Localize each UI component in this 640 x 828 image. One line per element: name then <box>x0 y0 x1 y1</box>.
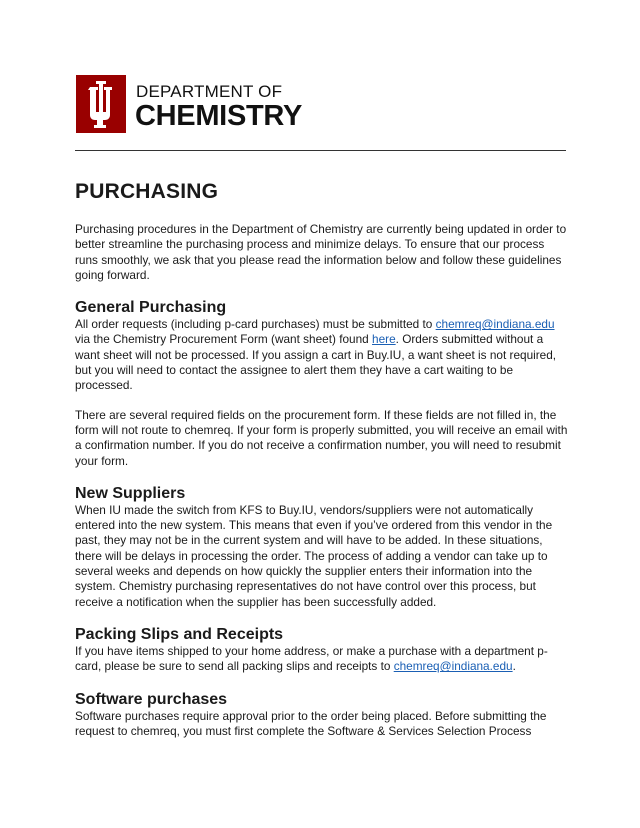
general-purchasing-heading: General Purchasing <box>75 299 227 317</box>
text-span: . Orders submitted without a want sheet will not be processed. If you assign a cart in Buy.IU, a want sheet is not required, but you will need to contact the assignee to alert them they have a cart waiting to be processed. <box>75 332 557 393</box>
new-suppliers-paragraph: When IU made the switch from KFS to Buy.IU, vendors/suppliers were not automatically entered into the new system. This means that even if you’ve ordered from this vendor in the past, they may not be in the current system and will have to be added. In these situations, there will be delays in processing the order. The process of adding a vendor can take up to several weeks and depends on how quickly the supplier enters their information into the system. Chemistry purchasing representatives do not have control over this process, but receive a notification when the supplier has been successfully added. <box>75 502 553 609</box>
packing-slips-paragraph <box>75 644 570 675</box>
department-label: DEPARTMENT OF <box>136 82 283 101</box>
general-purchasing-paragraph-2: There are several required fields on the procurement form. If these fields are not filled in, the form will not route to chemreq. If your form is properly submitted, you will receive an email with a confirmation number. If you do not receive a confirmation number, you will need to resubmit your form. <box>75 407 568 468</box>
iu-trident-icon <box>76 75 126 133</box>
procurement-form-link[interactable]: here <box>372 332 396 347</box>
intro-paragraph: Purchasing procedures in the Department of Chemistry are currently being updated in order to better streamline the purchasing process and minimize delays. To ensure that our process runs smoothly, we ask that you please read the information below and follow these guidelines going forward. <box>75 222 567 282</box>
department-name: CHEMISTRY <box>135 100 303 132</box>
text-span: If you have items shipped to your home address, or make a purchase with a department p-card, please be sure to send all packing slips and receipts to <box>75 643 548 674</box>
packing-slips-heading: Packing Slips and Receipts <box>75 625 284 643</box>
document-body <box>75 180 570 739</box>
department-header <box>76 75 566 151</box>
software-purchases-paragraph: Software purchases require approval prior to the order being placed. Before submitting the request to chemreq, you must first complete the Software & Services Selection Process <box>75 708 547 738</box>
chemreq-email-link[interactable]: chemreq@indiana.edu <box>435 317 555 332</box>
text-span: . <box>512 659 516 674</box>
general-purchasing-paragraph-1 <box>75 317 570 393</box>
header-divider <box>75 150 566 151</box>
software-purchases-heading: Software purchases <box>75 690 228 708</box>
text-span: via the Chemistry Procurement Form (want sheet) found <box>75 332 373 347</box>
chemreq-email-link-2[interactable]: chemreq@indiana.edu <box>393 659 513 674</box>
new-suppliers-heading: New Suppliers <box>75 484 186 502</box>
page-title: PURCHASING <box>75 180 219 203</box>
text-span: All order requests (including p-card purchases) must be submitted to <box>75 317 436 332</box>
